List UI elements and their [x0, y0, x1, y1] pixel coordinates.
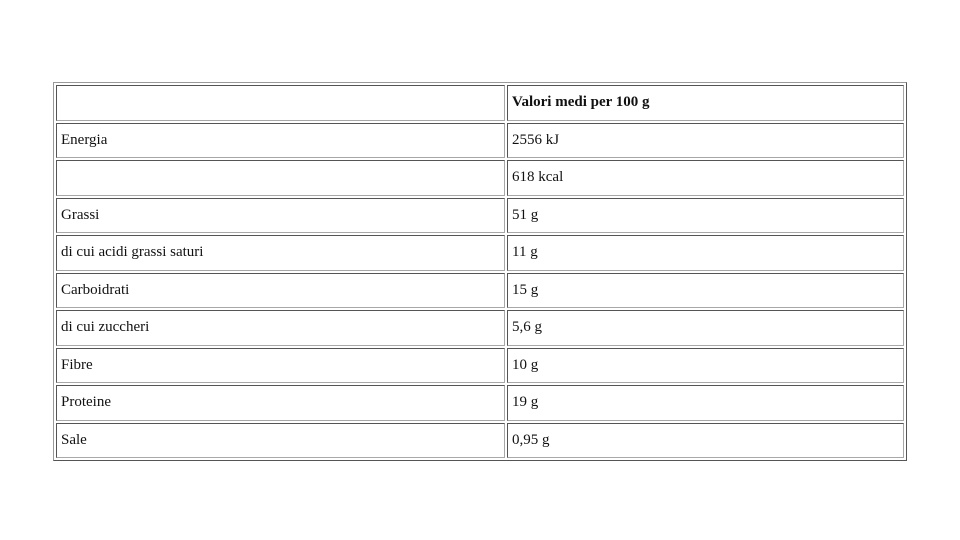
nutrition-table	[54, 83, 906, 460]
row-label: Proteine	[56, 385, 505, 421]
row-value: 51 g	[507, 198, 904, 234]
row-value: 618 kcal	[507, 160, 904, 196]
table-row	[56, 310, 904, 346]
row-label: Sale	[56, 423, 505, 459]
row-value: 19 g	[507, 385, 904, 421]
row-label: di cui zuccheri	[56, 310, 505, 346]
table-row	[56, 123, 904, 159]
row-value: 11 g	[507, 235, 904, 271]
row-label: Energia	[56, 123, 505, 159]
table-row	[56, 235, 904, 271]
table-row	[56, 423, 904, 459]
table-row	[56, 273, 904, 309]
header-cell-value: Valori medi per 100 g	[507, 85, 904, 121]
table-row	[56, 385, 904, 421]
table-row	[56, 348, 904, 384]
row-label: di cui acidi grassi saturi	[56, 235, 505, 271]
nutrition-table-frame	[53, 82, 907, 461]
table-row	[56, 198, 904, 234]
row-value: 2556 kJ	[507, 123, 904, 159]
table-header-row	[56, 85, 904, 121]
row-label: Carboidrati	[56, 273, 505, 309]
row-value: 5,6 g	[507, 310, 904, 346]
header-cell-label	[56, 85, 505, 121]
row-value: 10 g	[507, 348, 904, 384]
row-value: 15 g	[507, 273, 904, 309]
table-row	[56, 160, 904, 196]
row-value: 0,95 g	[507, 423, 904, 459]
row-label: Grassi	[56, 198, 505, 234]
row-label	[56, 160, 505, 196]
row-label: Fibre	[56, 348, 505, 384]
